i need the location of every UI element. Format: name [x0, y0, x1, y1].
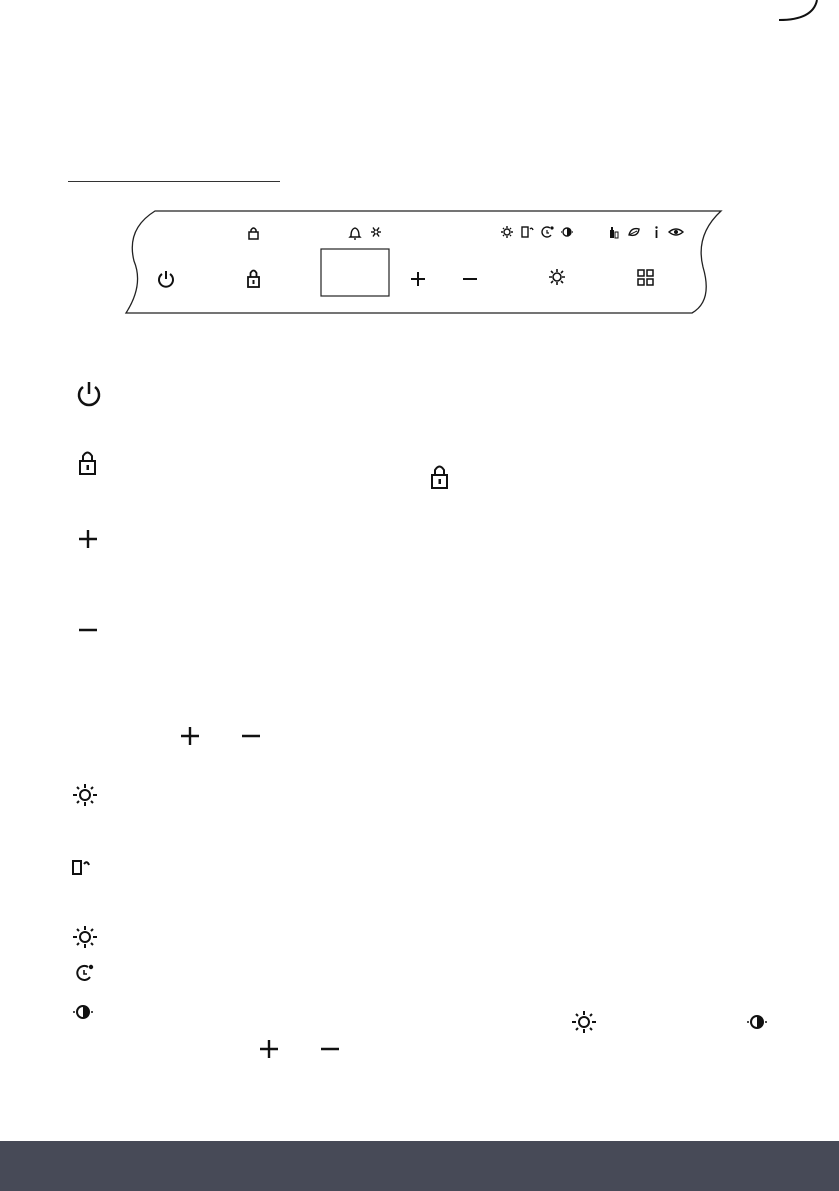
plus-icon	[77, 528, 99, 550]
clock-icon	[73, 962, 95, 984]
sun-icon	[71, 783, 99, 807]
control-panel-illustration	[120, 205, 730, 323]
minus-icon	[77, 624, 99, 636]
half-moon-inline-icon	[745, 1010, 769, 1034]
plus-inline-icon	[258, 1038, 280, 1060]
door-icon	[72, 858, 94, 876]
minus-icon	[240, 730, 262, 742]
info-icon	[655, 226, 657, 238]
sun-inline-icon	[570, 1010, 598, 1034]
half-moon-icon	[71, 1000, 95, 1024]
corner-crop-mark-icon	[779, 0, 839, 60]
lock-icon	[78, 450, 98, 476]
minus-inline-icon	[319, 1043, 341, 1055]
footer-band	[0, 1141, 839, 1191]
section-rule	[68, 181, 280, 182]
power-icon	[74, 379, 104, 409]
sun-icon	[71, 925, 99, 949]
lock-inline-icon	[430, 464, 450, 490]
plus-icon	[179, 725, 201, 747]
